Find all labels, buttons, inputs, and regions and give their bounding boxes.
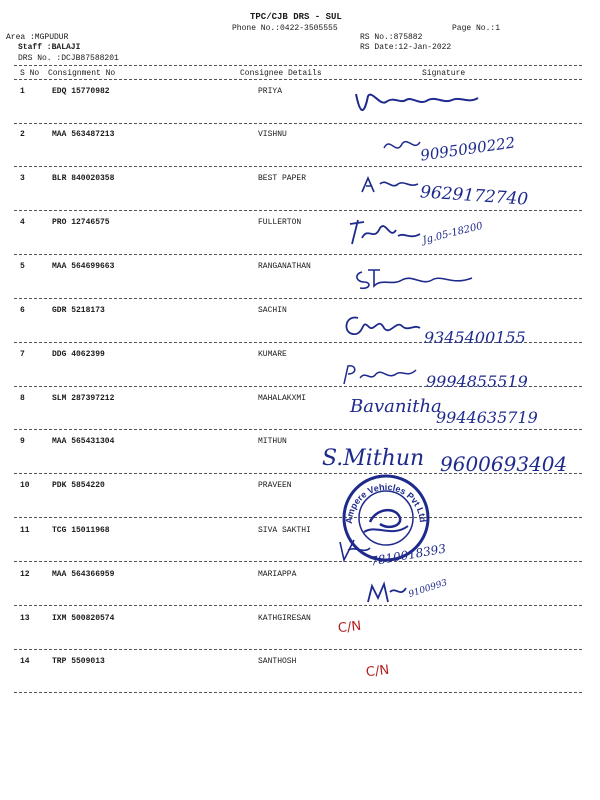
- row-sno: 4: [20, 218, 25, 227]
- signature-scribble: [338, 310, 424, 342]
- table-row: [0, 614, 600, 658]
- row-consignee: KUMARE: [258, 350, 287, 359]
- handwritten-phone: 9095090222: [419, 133, 517, 165]
- row-sno: 14: [20, 657, 30, 666]
- row-consignee: VISHNU: [258, 130, 287, 139]
- row-consignment: PRO 12746575: [52, 218, 110, 227]
- row-consignment: TRP 5509013: [52, 657, 105, 666]
- row-divider: [14, 298, 582, 299]
- row-sno: 2: [20, 130, 25, 139]
- stamp-text: Ampere Vehicles Pvt Ltd: [343, 481, 429, 525]
- row-sno: 7: [20, 350, 25, 359]
- row-consignment: PDK 5854220: [52, 481, 105, 490]
- row-consignee: MARIAPPA: [258, 570, 297, 579]
- drs-number: DRS No. :DCJB87588201: [18, 54, 119, 63]
- signature-scribble: [358, 172, 422, 198]
- row-consignment: IXM 500820574: [52, 614, 115, 623]
- row-sno: 13: [20, 614, 30, 623]
- row-consignee: SIVA SAKTHI: [258, 526, 311, 535]
- row-divider: [14, 649, 582, 650]
- handwritten-phone: 9944635719: [436, 408, 538, 427]
- column-consignment: Consignment No: [48, 69, 116, 78]
- handwritten-name: S.Mithun: [322, 446, 425, 471]
- area-label: Area :MGPUDUR: [6, 33, 69, 42]
- column-divider: [14, 79, 582, 80]
- header-divider: [14, 65, 582, 66]
- column-signature: Signature: [422, 69, 466, 78]
- row-consignment: GDR 5218173: [52, 306, 105, 315]
- row-divider: [14, 605, 582, 606]
- cn-mark: C/N: [337, 618, 362, 637]
- row-divider: [14, 210, 582, 211]
- signature-scribble: [350, 86, 490, 120]
- row-divider: [14, 561, 582, 562]
- row-consignee: KATHGIRESAN: [258, 614, 311, 623]
- handwritten-phone: 9345400155: [424, 328, 526, 347]
- rs-date: RS Date:12-Jan-2022: [360, 43, 452, 52]
- row-sno: 11: [20, 526, 30, 535]
- row-consignee: FULLERTON: [258, 218, 302, 227]
- row-consignee: SACHIN: [258, 306, 287, 315]
- row-consignment: BLR 840020358: [52, 174, 115, 183]
- row-sno: 1: [20, 87, 25, 96]
- table-row: [0, 218, 600, 262]
- table-row: [0, 526, 600, 570]
- signature-scribble: [340, 362, 420, 388]
- table-row: [0, 570, 600, 614]
- phone-number: Phone No.:0422-3505555: [232, 24, 338, 33]
- column-consignee: Consignee Details: [240, 69, 322, 78]
- signature-scribble: [346, 214, 426, 250]
- row-consignment: EDQ 15770982: [52, 87, 110, 96]
- row-sno: 12: [20, 570, 30, 579]
- handwritten-note: 9100993: [407, 578, 449, 600]
- handwritten-note: Jg.05-18200: [421, 220, 484, 247]
- row-consignment: MAA 565431304: [52, 437, 115, 446]
- row-sno: 5: [20, 262, 25, 271]
- column-sno: S No: [20, 69, 40, 78]
- row-divider: [14, 254, 582, 255]
- handwritten-phone: 9994855519: [426, 372, 528, 391]
- row-divider: [14, 166, 582, 167]
- row-divider: [14, 123, 582, 124]
- table-row: [0, 481, 600, 525]
- signature-scribble: [334, 536, 374, 566]
- row-consignment: TCG 15011968: [52, 526, 110, 535]
- table-row: [0, 657, 600, 701]
- row-consignment: MAA 564366959: [52, 570, 115, 579]
- handwritten-phone: 9600693404: [440, 452, 568, 476]
- row-consignment: MAA 563487213: [52, 130, 115, 139]
- row-sno: 10: [20, 481, 30, 490]
- row-consignee: BEST PAPER: [258, 174, 307, 183]
- sheet-title: TPC/CJB DRS - SUL: [250, 12, 342, 22]
- table-row: [0, 262, 600, 306]
- signature-scribble: [364, 578, 408, 608]
- row-consignment: DDG 4062399: [52, 350, 105, 359]
- row-sno: 3: [20, 174, 25, 183]
- row-sno: 9: [20, 437, 25, 446]
- row-consignment: MAA 564699663: [52, 262, 115, 271]
- row-consignee: RANGANATHAN: [258, 262, 311, 271]
- row-consignee: MITHUN: [258, 437, 287, 446]
- signature-scribble: [352, 264, 478, 292]
- row-consignee: MAHALAKXMI: [258, 394, 307, 403]
- signature-scribble: [382, 134, 422, 158]
- row-consignee: PRIYA: [258, 87, 283, 96]
- rs-number: RS No.:875882: [360, 33, 423, 42]
- row-sno: 6: [20, 306, 25, 315]
- handwritten-name: Bavanitha: [350, 396, 442, 417]
- handwritten-phone: 7810018393: [369, 541, 447, 569]
- row-divider: [14, 692, 582, 693]
- row-sno: 8: [20, 394, 25, 403]
- table-row: [0, 87, 600, 131]
- row-divider: [14, 517, 582, 518]
- staff-label: Staff :BALAJI: [18, 43, 81, 52]
- row-divider: [14, 429, 582, 430]
- handwritten-phone: 9629172740: [419, 182, 529, 210]
- row-consignee: SANTHOSH: [258, 657, 297, 666]
- cn-mark: C/N: [365, 662, 390, 681]
- row-consignment: SLM 287397212: [52, 394, 115, 403]
- row-consignee: PRAVEEN: [258, 481, 292, 490]
- page-number: Page No.:1: [452, 24, 501, 33]
